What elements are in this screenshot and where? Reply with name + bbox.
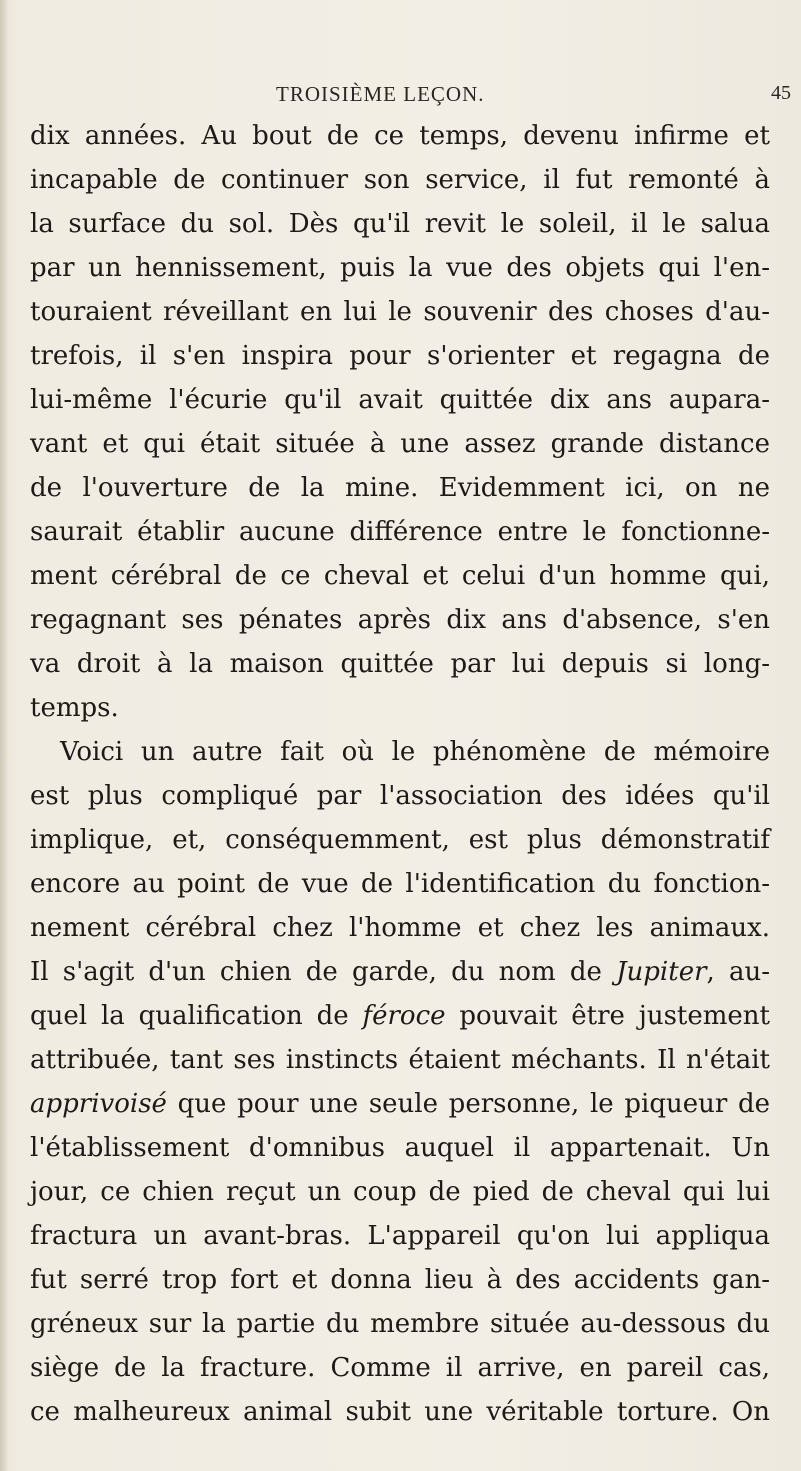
text-line: va droit à la maison quittée par lui depuis si long- — [30, 649, 770, 679]
binding-edge — [0, 0, 8, 1471]
body-text — [30, 114, 770, 1434]
text-line-mixed — [30, 994, 770, 1038]
text-line: lui-même l'écurie qu'il avait quittée dix ans aupara- — [30, 385, 770, 415]
text-line: incapable de continuer son service, il fut remonté à — [30, 165, 770, 195]
italic-word-apprivoise: apprivoisé — [30, 1089, 167, 1119]
text-line: est plus compliqué par l'association des idées qu'il — [30, 781, 770, 811]
text-line: ment cérébral de ce cheval et celui d'un homme qui, — [30, 561, 770, 591]
text-line: vant et qui était située à une assez grande distance — [30, 429, 770, 459]
text-line: de l'ouverture de la mine. Evidemment ici, on ne — [30, 473, 770, 503]
text-line-mixed — [30, 950, 770, 994]
text-line: gréneux sur la partie du membre située au-dessous du — [30, 1309, 770, 1339]
text-line: par un hennissement, puis la vue des objets qui l'en- — [30, 253, 770, 283]
text-line: fut serré trop fort et donna lieu à des accidents gan- — [30, 1265, 770, 1295]
running-head — [0, 82, 801, 112]
text-line: dix années. Au bout de ce temps, devenu infirme et — [30, 121, 770, 151]
text-line: encore au point de vue de l'identification du fonction- — [30, 869, 770, 899]
text-line: fractura un avant-bras. L'appareil qu'on lui appliqua — [30, 1221, 770, 1251]
italic-name-jupiter: Jupiter — [616, 957, 707, 987]
text-line: nement cérébral chez l'homme et chez les animaux. — [30, 913, 770, 943]
text-segment: Il s'agit d'un chien de garde, du nom de — [30, 957, 617, 987]
text-line: siège de la fracture. Comme il arrive, en pareil cas, — [30, 1353, 770, 1383]
text-segment: que pour une seule personne, le piqueur de — [166, 1089, 770, 1119]
italic-word-feroce: féroce — [362, 1001, 446, 1031]
text-line-mixed — [30, 1082, 770, 1126]
text-segment: pouvait être justement — [445, 1001, 770, 1031]
text-segment: , au- — [706, 957, 771, 987]
text-line: attribuée, tant ses instincts étaient méchants. Il n'était — [30, 1045, 770, 1075]
text-line: ce malheureux animal subit une véritable torture. On — [30, 1397, 770, 1427]
text-segment: quel la qualification de — [30, 1001, 363, 1031]
text-line: l'établissement d'omnibus auquel il appartenait. Un — [30, 1133, 770, 1163]
text-line: temps. — [30, 693, 119, 723]
text-line: saurait établir aucune différence entre le fonctionne- — [30, 517, 770, 547]
text-line: touraient réveillant en lui le souvenir des choses d'au- — [30, 297, 770, 327]
text-line: implique, et, conséquemment, est plus démonstratif — [30, 825, 770, 855]
text-line-paragraph-start: Voici un autre fait où le phénomène de mémoire — [60, 737, 770, 767]
text-line: la surface du sol. Dès qu'il revit le soleil, il le salua — [30, 209, 770, 239]
chapter-title: TROISIÈME LEÇON. — [276, 82, 485, 106]
text-line: regagnant ses pénates après dix ans d'absence, s'en — [30, 605, 770, 635]
text-line: trefois, il s'en inspira pour s'orienter et regagna de — [30, 341, 770, 371]
text-line: jour, ce chien reçut un coup de pied de cheval qui lui — [30, 1177, 770, 1207]
page-number: 45 — [771, 82, 791, 104]
